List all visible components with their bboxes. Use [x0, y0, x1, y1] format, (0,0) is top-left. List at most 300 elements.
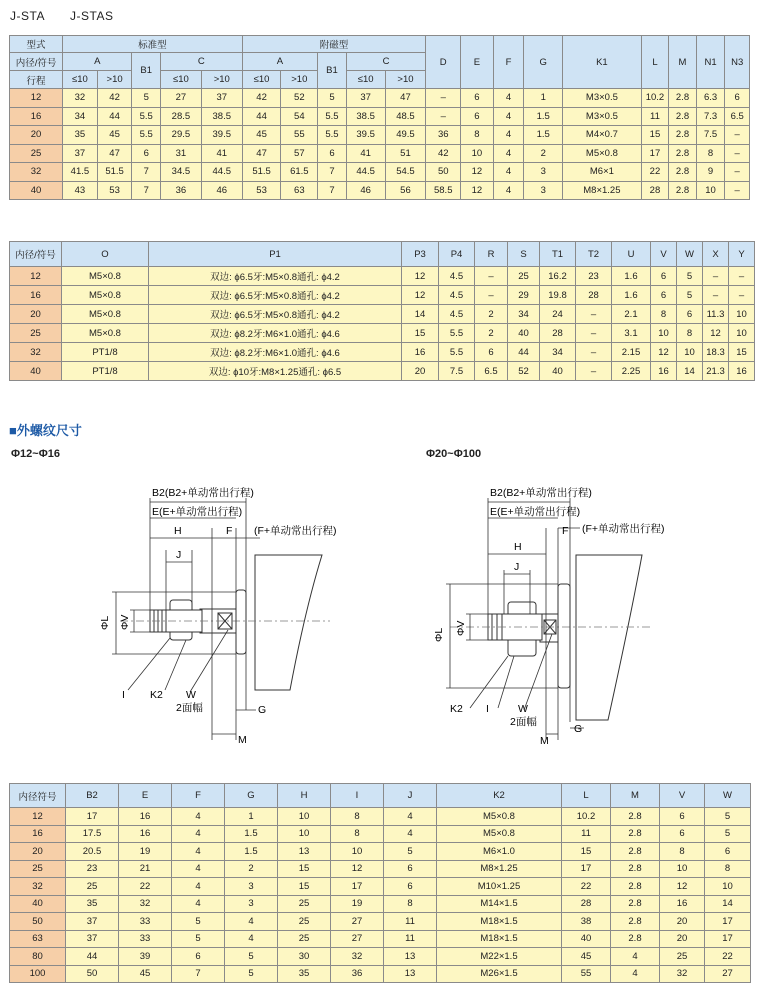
t2-cell: 4.5	[439, 267, 475, 286]
dim-G: G	[574, 723, 583, 735]
t2-cell: 双边: ϕ8.2牙:M6×1.0通孔: ϕ4.6	[149, 343, 402, 362]
t2-cell: 23	[576, 267, 612, 286]
t3-cell: 44	[66, 948, 119, 966]
t1-cell: 4	[493, 181, 524, 200]
t2-header-cell: 内径/符号	[10, 242, 62, 267]
t1-cell: M5×0.8	[563, 144, 642, 163]
t2-cell: 12	[703, 324, 729, 343]
t1-cell: 2.8	[669, 181, 697, 200]
t3-cell: 4	[225, 913, 278, 931]
t3-cell: 40	[562, 930, 611, 948]
t3-cell: 10	[331, 843, 384, 861]
t1-cell: 28	[641, 181, 669, 200]
t2-cell: 5.5	[439, 324, 475, 343]
t3-header-cell: L	[562, 784, 611, 808]
t1-cell: 47	[242, 144, 281, 163]
t3-cell: M14×1.5	[437, 895, 562, 913]
t1-cell: 44	[97, 107, 132, 126]
t1-cell: 37	[201, 89, 242, 108]
t3-cell: M26×1.5	[437, 965, 562, 983]
t3-cell: 4	[172, 878, 225, 896]
label-W: W	[186, 689, 196, 701]
t3-cell: M8×1.25	[437, 860, 562, 878]
t1-cell: 3	[524, 181, 563, 200]
label-I: I	[486, 703, 489, 715]
t3-cell: 2	[225, 860, 278, 878]
dim-phiL: ΦL	[433, 627, 445, 642]
t3-cell: 15	[562, 843, 611, 861]
dim-F-note: (F+单动常出行程)	[254, 525, 337, 537]
t1-cell: 29.5	[161, 126, 202, 145]
t1-cell: 6.3	[696, 89, 725, 108]
t3-cell: 7	[172, 965, 225, 983]
t2-cell: –	[475, 286, 508, 305]
t3-cell: M10×1.25	[437, 878, 562, 896]
t1-cell: 44.5	[346, 163, 385, 182]
t1-bore-cell: 40	[10, 181, 63, 200]
t2-cell: 40	[508, 324, 540, 343]
dim-phiV: ΦV	[455, 620, 467, 636]
t1-cell: 7	[318, 163, 347, 182]
t1-bore-cell: 32	[10, 163, 63, 182]
t2-cell: 2.1	[612, 305, 651, 324]
t1-cell: 15	[641, 126, 669, 145]
t1-cell: 17	[641, 144, 669, 163]
t2-cell: 28	[576, 286, 612, 305]
label-I: I	[122, 689, 125, 701]
t3-cell: 25	[278, 930, 331, 948]
dimension-table-1	[9, 35, 750, 200]
t3-bore-cell: 25	[10, 860, 66, 878]
t1-cell: 6.5	[725, 107, 750, 126]
t2-cell: 24	[540, 305, 576, 324]
label-two-face: 2面幅	[176, 702, 203, 714]
t3-header-cell: I	[331, 784, 384, 808]
t2-bore-cell: 32	[10, 343, 62, 362]
t3-cell: 32	[331, 948, 384, 966]
t3-cell: 25	[278, 895, 331, 913]
t1-sub-gt10: >10	[201, 71, 242, 89]
t3-cell: 1.5	[225, 843, 278, 861]
t2-cell: 12	[402, 286, 439, 305]
dim-E: E(E+单动常出行程)	[152, 506, 243, 518]
t2-cell: 16	[402, 343, 439, 362]
t1-cell: 9	[696, 163, 725, 182]
t2-cell: 52	[508, 362, 540, 381]
t1-cell: 54.5	[385, 163, 426, 182]
t2-cell: M5×0.8	[62, 305, 149, 324]
t1-cell: 1	[524, 89, 563, 108]
t2-header-cell: P1	[149, 242, 402, 267]
t3-cell: 25	[278, 913, 331, 931]
t3-cell: 19	[331, 895, 384, 913]
t1-cell: 2.8	[669, 144, 697, 163]
t3-cell: 10	[278, 825, 331, 843]
t3-cell: M18×1.5	[437, 913, 562, 931]
t2-cell: 21.3	[703, 362, 729, 381]
t2-cell: 8	[677, 324, 703, 343]
t1-cell: 6	[461, 107, 494, 126]
t1-cell: –	[426, 89, 461, 108]
t3-cell: 3	[225, 878, 278, 896]
dim-B2: B2(B2+单动常出行程)	[490, 487, 592, 499]
t3-row	[10, 895, 751, 913]
t2-header-cell: V	[651, 242, 677, 267]
t3-cell: 17.5	[66, 825, 119, 843]
t2-cell: 2.15	[612, 343, 651, 362]
t2-cell: 双边: ϕ6.5牙:M5×0.8通孔: ϕ4.2	[149, 286, 402, 305]
t2-cell: –	[576, 343, 612, 362]
dim-E: E(E+单动常出行程)	[490, 506, 581, 518]
t1-cell: 10	[461, 144, 494, 163]
t3-cell: 6	[660, 808, 705, 826]
t1-cell: –	[725, 144, 750, 163]
t3-cell: 27	[331, 930, 384, 948]
t1-cell: –	[725, 126, 750, 145]
t3-cell: 2.8	[611, 825, 660, 843]
t2-cell: 2.25	[612, 362, 651, 381]
t2-cell: 16	[651, 362, 677, 381]
dim-F: F	[562, 525, 569, 537]
t2-cell: 5	[677, 286, 703, 305]
t3-cell: 10	[705, 878, 751, 896]
t2-bore-cell: 40	[10, 362, 62, 381]
t2-header-cell: P3	[402, 242, 439, 267]
t3-bore-cell: 100	[10, 965, 66, 983]
t3-cell: 1.5	[225, 825, 278, 843]
t3-cell: 39	[119, 948, 172, 966]
t1-cell: 28.5	[161, 107, 202, 126]
t2-cell: M5×0.8	[62, 286, 149, 305]
t1-cell: 52	[281, 89, 318, 108]
t3-bore-cell: 80	[10, 948, 66, 966]
t3-cell: 5	[225, 948, 278, 966]
t1-cell: 54	[281, 107, 318, 126]
t3-cell: 37	[66, 930, 119, 948]
t3-cell: 2.8	[611, 843, 660, 861]
t2-cell: M5×0.8	[62, 267, 149, 286]
t1-cell: 34	[63, 107, 98, 126]
model-label-a: J-STA	[10, 9, 45, 23]
t3-cell: 17	[705, 913, 751, 931]
t3-cell: 6	[172, 948, 225, 966]
t1-header-bore: 内径/符号	[10, 53, 63, 71]
t1-cell: M8×1.25	[563, 181, 642, 200]
t1-cell: 36	[161, 181, 202, 200]
t1-row	[10, 126, 750, 145]
t1-cell: –	[426, 107, 461, 126]
t2-cell: 16	[729, 362, 755, 381]
t2-cell: 12	[651, 343, 677, 362]
dim-M: M	[540, 735, 549, 747]
t3-cell: 1	[225, 808, 278, 826]
t3-cell: 22	[562, 878, 611, 896]
t3-cell: 4	[172, 808, 225, 826]
t3-cell: 5	[225, 965, 278, 983]
t3-cell: 5	[172, 930, 225, 948]
t1-sub-gt10: >10	[281, 71, 318, 89]
t2-cell: 16.2	[540, 267, 576, 286]
t1-bore-cell: 16	[10, 107, 63, 126]
t1-cell: 58.5	[426, 181, 461, 200]
t1-cell: 36	[426, 126, 461, 145]
t1-row	[10, 181, 750, 200]
t3-row	[10, 860, 751, 878]
t2-cell: 双边: ϕ6.5牙:M5×0.8通孔: ϕ4.2	[149, 305, 402, 324]
t1-cell: 5.5	[318, 107, 347, 126]
t1-cell: 5	[132, 89, 161, 108]
t1-cell: 41.5	[63, 163, 98, 182]
t2-header-cell: X	[703, 242, 729, 267]
t1-cell: 5.5	[318, 126, 347, 145]
t1-cell: 37	[63, 144, 98, 163]
t3-cell: 10.2	[562, 808, 611, 826]
t1-bore-cell: 20	[10, 126, 63, 145]
t2-cell: 4.5	[439, 305, 475, 324]
t1-header-K1: K1	[563, 36, 642, 89]
t1-header-magnet: 附磁型	[242, 36, 426, 53]
t1-cell: M6×1	[563, 163, 642, 182]
t3-cell: 8	[331, 808, 384, 826]
t3-row	[10, 965, 751, 983]
t3-cell: 16	[660, 895, 705, 913]
t1-cell: 7.3	[696, 107, 725, 126]
t3-header-cell: G	[225, 784, 278, 808]
label-two-face: 2面幅	[510, 716, 537, 728]
t3-cell: 16	[119, 808, 172, 826]
t2-cell: 14	[677, 362, 703, 381]
t1-cell: 22	[641, 163, 669, 182]
t3-row	[10, 878, 751, 896]
t3-header-cell: M	[611, 784, 660, 808]
t2-cell: 44	[508, 343, 540, 362]
t3-cell: 5	[172, 913, 225, 931]
external-thread-table	[9, 783, 751, 983]
t2-cell: 25	[508, 267, 540, 286]
t3-header-cell: K2	[437, 784, 562, 808]
t3-cell: 33	[119, 913, 172, 931]
t1-cell: 12	[461, 163, 494, 182]
t1-cell: 39.5	[346, 126, 385, 145]
t2-header-cell: P4	[439, 242, 475, 267]
t1-cell: 43	[63, 181, 98, 200]
t2-cell: 34	[540, 343, 576, 362]
t2-header-cell: T2	[576, 242, 612, 267]
t1-cell: 34.5	[161, 163, 202, 182]
t3-header-cell: 内径符号	[10, 784, 66, 808]
t3-bore-cell: 32	[10, 878, 66, 896]
diagram-left-caption: Φ12~Φ16	[11, 448, 60, 460]
t2-cell: 1.6	[612, 267, 651, 286]
t1-header-E: E	[461, 36, 494, 89]
t1-cell: 2.8	[669, 89, 697, 108]
t2-header-cell: W	[677, 242, 703, 267]
t2-cell: 10	[729, 324, 755, 343]
t1-cell: 2.8	[669, 126, 697, 145]
t1-cell: 50	[426, 163, 461, 182]
t3-cell: 11	[384, 913, 437, 931]
t1-cell: M3×0.5	[563, 107, 642, 126]
t3-cell: 25	[66, 878, 119, 896]
rod-flange	[236, 590, 246, 654]
t1-cell: 51	[385, 144, 426, 163]
t2-header-cell: R	[475, 242, 508, 267]
cylinder-body-shape	[255, 555, 322, 690]
t3-cell: 13	[384, 948, 437, 966]
t1-sub-gt10: >10	[97, 71, 132, 89]
t1-cell: 11	[641, 107, 669, 126]
t2-row	[10, 324, 755, 343]
t2-cell: –	[475, 267, 508, 286]
dim-B2: B2(B2+单动常出行程)	[152, 487, 254, 499]
t1-header-B1-std: B1	[132, 53, 161, 89]
t3-row	[10, 913, 751, 931]
t2-cell: 2	[475, 305, 508, 324]
t3-cell: 21	[119, 860, 172, 878]
t3-cell: 4	[172, 895, 225, 913]
label-W: W	[518, 703, 528, 715]
t2-cell: PT1/8	[62, 362, 149, 381]
t3-cell: M18×1.5	[437, 930, 562, 948]
t2-cell: 6	[651, 286, 677, 305]
t1-cell: 1.5	[524, 107, 563, 126]
t1-header-D: D	[426, 36, 461, 89]
t1-header-G: G	[524, 36, 563, 89]
t2-cell: 10	[729, 305, 755, 324]
t2-cell: 3.1	[612, 324, 651, 343]
t3-cell: 32	[119, 895, 172, 913]
t1-cell: 4	[493, 107, 524, 126]
t1-sub-le10: ≤10	[63, 71, 98, 89]
t1-header-L: L	[641, 36, 669, 89]
t1-header-A-mag: A	[242, 53, 318, 71]
t3-cell: M22×1.5	[437, 948, 562, 966]
t3-cell: 20	[660, 913, 705, 931]
t2-header-cell: U	[612, 242, 651, 267]
dim-G: G	[258, 704, 267, 716]
t1-cell: 53	[97, 181, 132, 200]
t1-cell: 51.5	[97, 163, 132, 182]
t1-cell: 8	[696, 144, 725, 163]
t1-cell: 7.5	[696, 126, 725, 145]
t3-cell: 5	[384, 843, 437, 861]
t3-header-cell: F	[172, 784, 225, 808]
t1-header-standard: 标准型	[63, 36, 243, 53]
t1-cell: 8	[461, 126, 494, 145]
t1-cell: 47	[385, 89, 426, 108]
t3-cell: 45	[562, 948, 611, 966]
t3-cell: 11	[562, 825, 611, 843]
t3-cell: 55	[562, 965, 611, 983]
t3-cell: 6	[705, 843, 751, 861]
t2-cell: 6	[475, 343, 508, 362]
t3-cell: 17	[562, 860, 611, 878]
t1-row	[10, 89, 750, 108]
t1-header-C-mag: C	[346, 53, 426, 71]
t1-cell: 45	[242, 126, 281, 145]
t2-cell: 19.8	[540, 286, 576, 305]
t3-cell: 2.8	[611, 860, 660, 878]
t2-cell: 7.5	[439, 362, 475, 381]
external-thread-diagram-small	[0, 470, 380, 760]
t1-sub-le10: ≤10	[161, 71, 202, 89]
t2-cell: PT1/8	[62, 343, 149, 362]
t3-bore-cell: 16	[10, 825, 66, 843]
t1-cell: 53	[242, 181, 281, 200]
t3-cell: 5	[705, 825, 751, 843]
t1-cell: 2	[524, 144, 563, 163]
dim-phiV: ΦV	[119, 614, 131, 630]
t1-cell: 42	[242, 89, 281, 108]
t1-row	[10, 144, 750, 163]
t1-cell: 39.5	[201, 126, 242, 145]
t1-cell: 35	[63, 126, 98, 145]
t1-cell: 31	[161, 144, 202, 163]
t1-cell: 32	[63, 89, 98, 108]
t3-cell: 2.8	[611, 913, 660, 931]
t3-cell: 28	[562, 895, 611, 913]
t3-cell: 36	[331, 965, 384, 983]
t1-cell: 10.2	[641, 89, 669, 108]
t1-cell: 46	[346, 181, 385, 200]
t3-row	[10, 825, 751, 843]
t1-cell: 55	[281, 126, 318, 145]
t1-header-M: M	[669, 36, 697, 89]
t1-cell: 10	[696, 181, 725, 200]
t1-bore-cell: 25	[10, 144, 63, 163]
t2-bore-cell: 20	[10, 305, 62, 324]
t2-cell: 6.5	[475, 362, 508, 381]
t2-header-cell: T1	[540, 242, 576, 267]
t2-cell: –	[576, 305, 612, 324]
t1-cell: 42	[97, 89, 132, 108]
t2-cell: 双边: ϕ8.2牙:M6×1.0通孔: ϕ4.6	[149, 324, 402, 343]
t3-cell: 2.8	[611, 878, 660, 896]
t2-cell: –	[576, 362, 612, 381]
t3-bore-cell: 63	[10, 930, 66, 948]
t2-cell: –	[703, 286, 729, 305]
t1-cell: –	[725, 181, 750, 200]
t1-cell: 48.5	[385, 107, 426, 126]
t3-header-cell: B2	[66, 784, 119, 808]
t3-cell: 4	[611, 948, 660, 966]
t3-cell: 10	[278, 808, 331, 826]
t3-cell: 20.5	[66, 843, 119, 861]
t3-cell: 22	[119, 878, 172, 896]
t3-cell: 5	[705, 808, 751, 826]
t3-cell: 33	[119, 930, 172, 948]
t1-header-A-std: A	[63, 53, 132, 71]
t3-bore-cell: 40	[10, 895, 66, 913]
t1-header-N1: N1	[696, 36, 725, 89]
t2-cell: 11.3	[703, 305, 729, 324]
t2-cell: 34	[508, 305, 540, 324]
external-thread-diagram-large	[380, 470, 760, 760]
t3-cell: 15	[278, 860, 331, 878]
t3-header-cell: V	[660, 784, 705, 808]
t1-cell: –	[725, 163, 750, 182]
t2-cell: –	[576, 324, 612, 343]
diagram-right-caption: Φ20~Φ100	[426, 448, 482, 460]
t1-cell: 37	[346, 89, 385, 108]
t3-cell: 6	[384, 860, 437, 878]
t2-cell: M5×0.8	[62, 324, 149, 343]
t3-cell: 4	[172, 843, 225, 861]
t1-cell: 4	[493, 89, 524, 108]
t3-cell: 17	[66, 808, 119, 826]
t3-cell: 12	[660, 878, 705, 896]
t2-bore-cell: 25	[10, 324, 62, 343]
